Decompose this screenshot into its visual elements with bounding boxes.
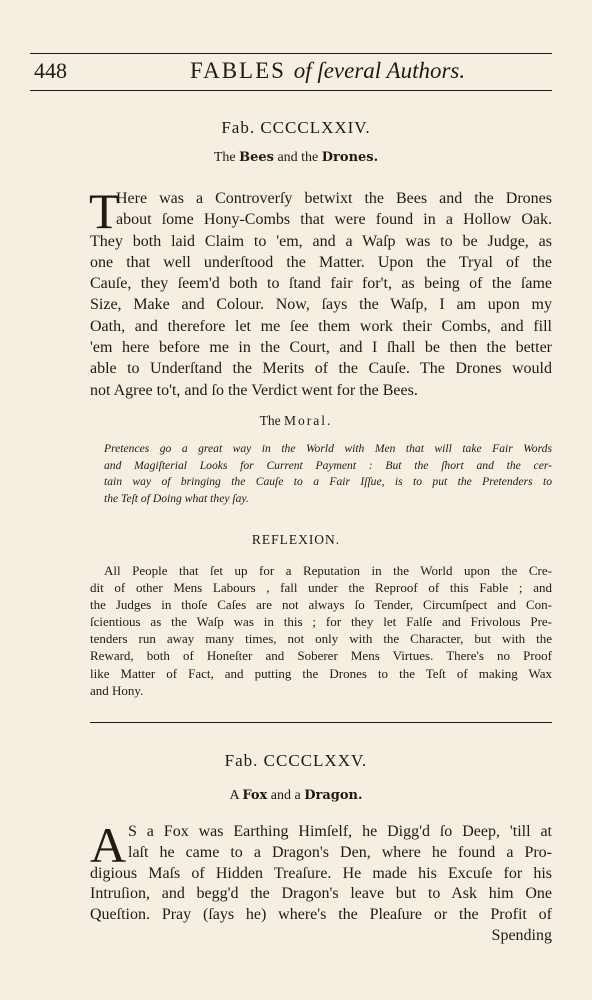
moral-heading [0, 413, 592, 429]
moral-line: Pretences go a great way in the World with Men that will take Fair Words [104, 442, 552, 455]
reflexion-line: All People that ſet up for a Reputation in the World upon the Cre- [104, 563, 552, 578]
text-line: Queſtion. Pray (ſays he) where's the Pleaſure or the Profit of [90, 906, 552, 924]
text-line: able to Underſtand the Merits of the Cauſe. The Drones would [90, 360, 552, 378]
running-title-caps: FABLES [190, 58, 286, 83]
reflexion-line: tenders run away many times, not only with the Character, but with the [90, 631, 552, 647]
subtitle-blackletter: Drones. [321, 150, 379, 165]
text-line: Intruſion, and begg'd the Dragon's leave but to Ask him One [90, 885, 552, 903]
subtitle-blackletter: Bees [239, 150, 274, 165]
fable-subtitle [0, 150, 592, 166]
fable-title: Fab. CCCCLXXV. [224, 751, 368, 770]
header-bottom-rule [30, 90, 552, 91]
text-line: one that well underſtood the Matter. Upon the Tryal of the [90, 253, 552, 271]
subtitle-word: and the [277, 150, 319, 165]
reflexion-line: like Matter of Fact, and putting the Drones to the Teſt of making Wax [90, 665, 552, 681]
running-title [190, 58, 465, 84]
reflexion-line: dit of other Mens Labours , fall under the Reproof of this Fable ; and [90, 580, 552, 596]
subtitle-word: The [213, 150, 236, 165]
text-line: digious Maſs of Hidden Treaſure. He made his Excuſe for his [90, 864, 552, 882]
reflexion-heading: REFLEXION. [251, 532, 341, 547]
text-line: about ſome Hony-Combs that were found in a Hollow Oak. [116, 211, 552, 229]
text-line: Here was a Controverſy betwixt the Bees and the Drones [116, 190, 552, 207]
subtitle-blackletter: Fox [242, 788, 268, 803]
fable-text [89, 183, 552, 401]
fable-text [90, 817, 552, 947]
moral-heading-word: The [259, 413, 281, 428]
text-line: 'em here before me in the Court, and I ſhall be then the better [90, 339, 552, 357]
drop-cap: A [90, 817, 127, 873]
text-line: Size, Make and Colour. Now, ſays the Waſp, I am upon my [90, 296, 552, 314]
reflexion-line: and Hony. [90, 682, 144, 698]
text-line: not Agree to't, and ſo the Verdict went for the Bees. [90, 381, 418, 399]
text-line: Cauſe, they ſeem'd both to ſtand fair for't, as being of the ſame [90, 275, 552, 293]
reflexion-line: the Judges in thoſe Caſes are not always ſo Tender, Circumſpect and Con- [90, 597, 552, 613]
text-line: Oath, and therefore let me ſee them work their Combs, and fill [90, 317, 552, 335]
fable-subtitle [0, 788, 592, 804]
reflexion-line: ſcientious as the Waſp was in this ; for they let Falſe and Frivolous Pre- [90, 614, 552, 630]
subtitle-word: A [229, 788, 239, 803]
text-line: laſt he came to a Dragon's Den, where he found a Pro- [128, 843, 552, 861]
moral-heading-word: Moral. [284, 413, 333, 428]
reflexion-line: Reward, both of Honeſter and Soberer Mens Virtues. There's no Proof [90, 648, 552, 664]
header-top-rule [30, 53, 552, 54]
page-header [30, 58, 552, 88]
moral-text [104, 441, 552, 508]
section-rule [90, 722, 552, 723]
fable-title: Fab. CCCCLXXIV. [221, 118, 371, 137]
moral-line: and Magiſterial Looks for Current Payment : But the ſhort and the cer- [104, 458, 552, 472]
running-title-rest: of ſeveral Authors. [293, 58, 466, 83]
reflexion-text [90, 562, 552, 699]
moral-line: the Teſt of Doing what they ſay. [104, 492, 249, 506]
text-line: They both laid Claim to 'em, and a Waſp was to be Judge, as [90, 232, 552, 250]
page-number: 448 [34, 58, 67, 83]
subtitle-blackletter: Dragon. [304, 788, 363, 803]
catchword: Spending [491, 926, 552, 944]
moral-line: tain way of bringing the Cauſe to a Fair Iſſue, is to put the Pretenders to [104, 475, 552, 489]
text-line: S a Fox was Earthing Himſelf, he Digg'd ſo Deep, 'till at [128, 823, 552, 840]
subtitle-word: and a [270, 788, 301, 803]
drop-cap: T [89, 183, 120, 239]
